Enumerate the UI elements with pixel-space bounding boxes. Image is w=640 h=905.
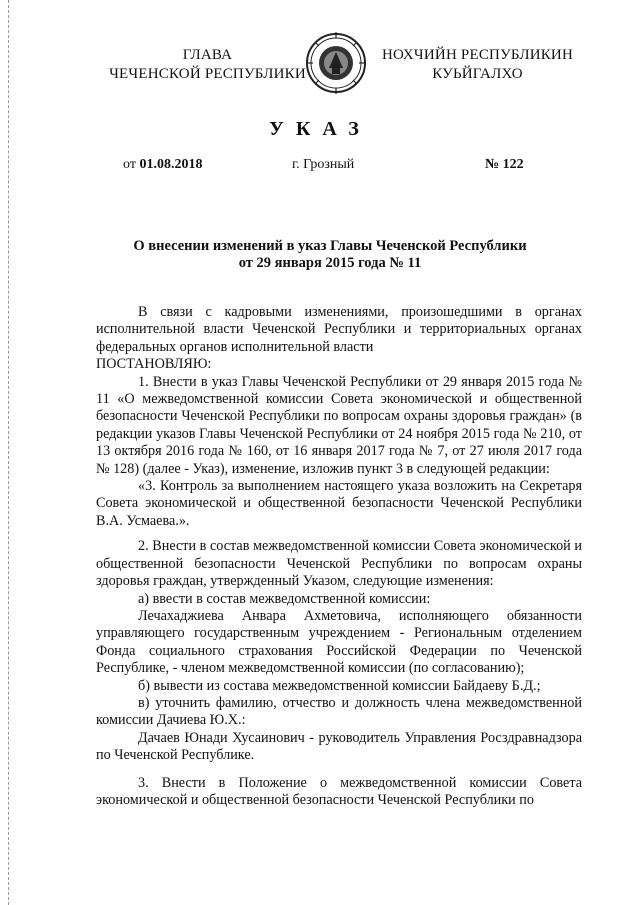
paragraph-2: 2. Внести в состав межведомственной комиссии Совета экономической и общественной безопасности Чеченской Республики по вопросам охраны здоровья граждан, утвержденный Указом, следующие изменения: [96,538,582,590]
document-city: г. Грозный [292,157,355,172]
paragraph-2-c-person: Дачаев Юнади Хусаинович - руководитель Управления Росздравнадзора по Чеченской Республике. [96,729,582,764]
chechen-republic-emblem-icon [305,30,367,96]
paragraph-2-a-person: Лечахаджиева Анвара Ахметовича, исполняющего обязанности управляющего государственным учреждением - Региональным отделением Фонда социального страхования Российской Федерации по Чеченской Республике, - членом межведомственной комиссии (по согласованию); [96,607,582,677]
paragraph-1-quote: «3. Контроль за выполнением настоящего указа возложить на Секретаря Совета экономической и общественной безопасности Чеченской Республики В.А. Усмаева.». [96,478,582,529]
paragraph-2-c: в) уточнить фамилию, отчество и должность члена межведомственной комиссии Дачиева Ю.Х.: [96,694,582,729]
paragraph-1: 1. Внести в указ Главы Чеченской Республики от 29 января 2015 года № 11 «О межведомственной комиссии Совета экономической и общественной безопасности Чеченской Республики по вопросам охраны здоровья граждан» (в редакции указов Главы Чеченской Республики от 24 ноября 2015 года № 210, от 13 октября 2016 года № 160, от 16 января 2017 года № 7, от 27 июля 2017 года № 128) (далее - Указ), изменение, изложив пункт 3 в следующей редакции: [96,373,582,477]
paragraph-2-b: б) вывести из состава межведомственной комиссии Байдаеву Б.Д.; [138,677,541,694]
header-right [365,46,590,84]
header-right-line1: НОХЧИЙН РЕСПУБЛИКИН [382,47,573,63]
document-title: УКАЗ [269,118,371,140]
paragraph-2-a: а) ввести в состав межведомственной комиссии: [138,590,431,607]
header-left-line1: ГЛАВА [182,47,233,63]
document-body [96,304,582,809]
intro-paragraph: В связи с кадровыми изменениями, произошедшими в органах исполнительной власти Чеченской Республики и территориальных органах федеральных органов исполнительной власти [96,304,582,355]
date-value: 01.08.2018 [139,157,203,172]
header-left-line2: ЧЕЧЕНСКОЙ РЕСПУБЛИКИ [109,66,306,82]
document-number: № 122 [485,157,524,172]
header-left [100,46,315,84]
paragraph-3: 3. Внести в Положение о межведомственной комиссии Совета экономической и общественной безопасности Чеченской Республики по [96,774,582,808]
subject-line2: от 29 января 2015 года № 11 [238,255,422,271]
document-date [123,157,202,173]
header-right-line2: КУЬЙГАЛХО [432,66,523,82]
date-prefix: от [123,157,140,172]
subject-line1: О внесении изменений в указ Главы Чеченской Республики [133,238,527,254]
decree-word: ПОСТАНОВЛЯЮ: [96,356,212,373]
document-subject [110,238,550,272]
